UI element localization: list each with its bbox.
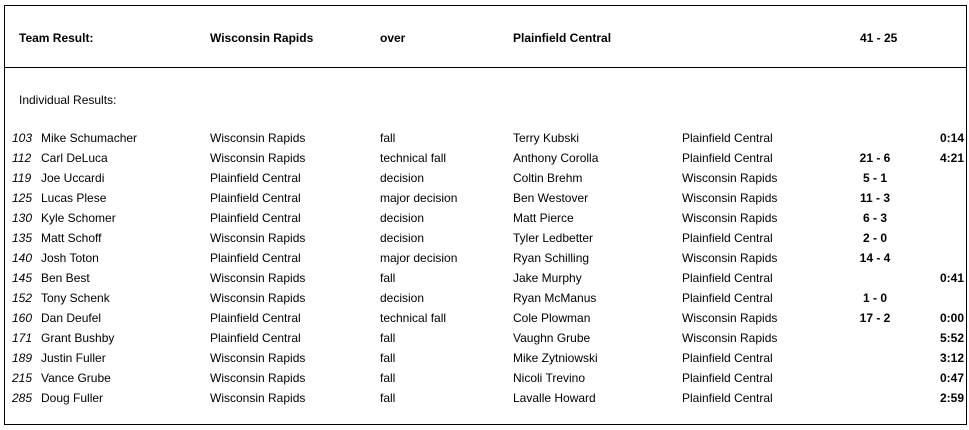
winner-name: Ben Best [41,271,90,285]
winner-team: Wisconsin Rapids [210,291,306,305]
match-score: 1 - 0 [862,291,887,305]
table-row [5,348,966,368]
winner-name: Tony Schenk [41,291,110,305]
loser-team: Wisconsin Rapids [682,311,778,325]
winner-team: Wisconsin Rapids [210,351,306,365]
loser-team: Plainfield Central [682,131,773,145]
team-result-winner: Wisconsin Rapids [210,31,314,45]
winner-name: Doug Fuller [41,391,104,405]
weight-class: 135 [12,231,33,245]
match-score: 21 - 6 [859,151,891,165]
results-frame [4,5,967,425]
table-row [5,128,966,148]
weight-class: 171 [12,331,33,345]
winner-team: Plainfield Central [210,211,301,225]
table-row [5,188,966,208]
loser-team: Plainfield Central [682,271,773,285]
winner-team: Plainfield Central [210,331,301,345]
match-result: fall [380,331,396,345]
match-result: fall [380,391,396,405]
winner-team: Wisconsin Rapids [210,371,306,385]
match-score: 6 - 3 [862,211,887,225]
loser-name: Nicoli Trevino [513,371,586,385]
match-result: fall [380,351,396,365]
weight-class: 130 [12,211,33,225]
match-score: 2 - 0 [862,231,887,245]
winner-name: Lucas Plese [41,191,107,205]
winner-name: Matt Schoff [41,231,102,245]
match-score: 11 - 3 [859,191,891,205]
match-result: decision [380,291,425,305]
match-score: 17 - 2 [859,311,891,325]
match-time: 3:12 [939,351,964,365]
weight-class: 160 [12,311,33,325]
table-row [5,308,966,328]
winner-team: Plainfield Central [210,311,301,325]
weight-class: 152 [12,291,33,305]
loser-name: Terry Kubski [513,131,580,145]
winner-name: Carl DeLuca [41,151,108,165]
winner-name: Vance Grube [41,371,111,385]
loser-name: Cole Plowman [513,311,591,325]
winner-team: Wisconsin Rapids [210,151,306,165]
winner-name: Kyle Schomer [41,211,116,225]
winner-name: Dan Deufel [41,311,102,325]
loser-team: Plainfield Central [682,291,773,305]
team-result-label: Team Result: [19,31,94,45]
loser-name: Matt Pierce [513,211,574,225]
loser-team: Plainfield Central [682,231,773,245]
loser-name: Mike Zytniowski [513,351,598,365]
match-result: technical fall [380,311,447,325]
loser-team: Wisconsin Rapids [682,331,778,345]
winner-team: Wisconsin Rapids [210,231,306,245]
loser-name: Coltin Brehm [513,171,583,185]
weight-class: 215 [12,371,33,385]
match-result: decision [380,231,425,245]
winner-name: Joe Uccardi [41,171,105,185]
weight-class: 189 [12,351,33,365]
match-time: 4:21 [939,151,964,165]
loser-name: Ben Westover [513,191,589,205]
match-time: 2:59 [939,391,964,405]
loser-team: Plainfield Central [682,151,773,165]
team-result-over: over [380,31,406,45]
table-row [5,388,966,408]
team-result-row [5,6,966,68]
match-time: 5:52 [939,331,964,345]
match-result: fall [380,371,396,385]
loser-team: Wisconsin Rapids [682,251,778,265]
winner-team: Plainfield Central [210,191,301,205]
loser-name: Vaughn Grube [513,331,591,345]
table-row [5,168,966,188]
table-row [5,328,966,348]
weight-class: 103 [12,131,33,145]
loser-team: Wisconsin Rapids [682,191,778,205]
match-result: major decision [380,251,458,265]
match-result: major decision [380,191,458,205]
loser-team: Plainfield Central [682,371,773,385]
match-result: fall [380,131,396,145]
match-score: 14 - 4 [859,251,891,265]
loser-name: Anthony Corolla [513,151,599,165]
winner-team: Plainfield Central [210,251,301,265]
match-score: 5 - 1 [862,171,887,185]
winner-team: Wisconsin Rapids [210,271,306,285]
team-result-loser: Plainfield Central [513,31,612,45]
table-row [5,288,966,308]
match-time: 0:47 [939,371,964,385]
match-result: fall [380,271,396,285]
match-time: 0:14 [939,131,964,145]
winner-team: Wisconsin Rapids [210,131,306,145]
weight-class: 285 [12,391,33,405]
loser-team: Plainfield Central [682,391,773,405]
loser-name: Ryan Schilling [513,251,590,265]
table-row [5,148,966,168]
loser-team: Wisconsin Rapids [682,211,778,225]
loser-team: Wisconsin Rapids [682,171,778,185]
match-time: 0:41 [939,271,964,285]
loser-name: Jake Murphy [513,271,582,285]
team-result-score: 41 - 25 [860,31,898,45]
loser-name: Lavalle Howard [513,391,596,405]
table-row [5,248,966,268]
loser-name: Ryan McManus [513,291,597,305]
individual-results-label: Individual Results: [19,93,117,107]
table-row [5,208,966,228]
winner-team: Wisconsin Rapids [210,391,306,405]
match-time: 0:00 [939,311,964,325]
weight-class: 119 [12,171,32,185]
individual-results-list [5,128,966,408]
winner-team: Plainfield Central [210,171,301,185]
match-result: decision [380,211,425,225]
winner-name: Justin Fuller [41,351,106,365]
table-row [5,228,966,248]
loser-name: Tyler Ledbetter [513,231,594,245]
loser-team: Plainfield Central [682,351,773,365]
winner-name: Grant Bushby [41,331,115,345]
weight-class: 112 [12,151,32,165]
table-row [5,368,966,388]
weight-class: 140 [12,251,33,265]
match-result: technical fall [380,151,447,165]
match-result: decision [380,171,425,185]
weight-class: 145 [12,271,33,285]
winner-name: Josh Toton [41,251,99,265]
table-row [5,268,966,288]
winner-name: Mike Schumacher [41,131,138,145]
weight-class: 125 [12,191,33,205]
